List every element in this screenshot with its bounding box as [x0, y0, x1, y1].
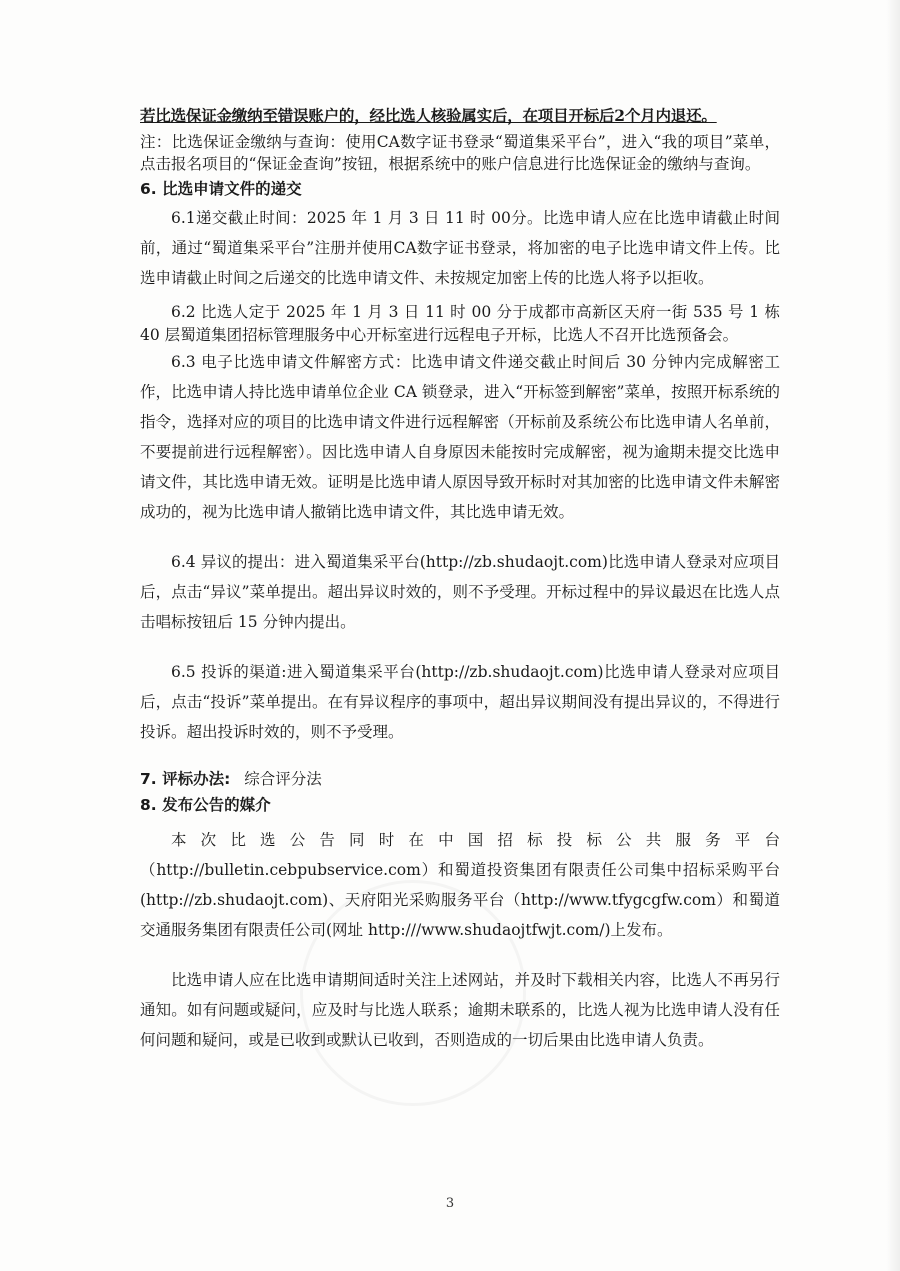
section-6-5-paragraph: 6.5 投诉的渠道:进入蜀道集采平台(http://zb.shudaojt.com)比选申请人登录对应项目后，点击“投诉”菜单提出。在有异议程序的事项中，超出异议期间没有提出异议的，不得进行投诉。超出投诉时效的，则不予受理。: [140, 663, 780, 741]
evaluation-method-value: 综合评分法: [244, 770, 322, 788]
section-8-heading: 8. 发布公告的媒介: [140, 796, 271, 814]
section-7-label: 7. 评标办法:: [140, 770, 231, 788]
refund-notice: 若比选保证金缴纳至错误账户的，经比选人核验属实后，在项目开标后2个月内退还。: [140, 106, 717, 125]
section-6-1-paragraph: 6.1递交截止时间：2025 年 1 月 3 日 11 时 00分。比选申请人应在比选申请截止时间前，通过“蜀道集采平台”注册并使用CA数字证书登录，将加密的电子比选申请文件上传。比选申请截止时间之后递交的比选申请文件、未按规定加密上传的比选人将予以拒收。: [140, 209, 780, 287]
section-6-3-paragraph: 6.3 电子比选申请文件解密方式：比选申请文件递交截止时间后 30 分钟内完成解密工作，比选申请人持比选申请单位企业 CA 锁登录，进入“开标签到解密”菜单，按照开标系统的指令，选择对应的项目的比选申请文件进行远程解密（开标前及系统公布比选申请人名单前，不要提前进行远程解密）。因比选申请人自身原因未能按时完成解密，视为逾期未提交比选申请文件，其比选申请无效。证明是比选申请人原因导致开标时对其加密的比选申请文件未解密成功的，视为比选申请人撤销比选申请文件，其比选申请无效。: [140, 353, 780, 521]
section-8-notice-paragraph: 比选申请人应在比选申请期间适时关注上述网站，并及时下载相关内容，比选人不再另行通知。如有问题或疑问，应及时与比选人联系；逾期未联系的，比选人视为比选申请人没有任何问题和疑问，或是已收到或默认已收到，否则造成的一切后果由比选申请人负责。: [140, 971, 780, 1049]
section-8-media-paragraph: 本次比选公告同时在中国招标投标公共服务平台（http://bulletin.cebpubservice.com）和蜀道投资集团有限责任公司集中招标采购平台(http://zb.shudaojt.com)、天府阳光采购服务平台（http://www.tfygcgfw.com）和蜀道交通服务集团有限责任公司(网址 http:///www.shudaojtfwjt.com/)上发布。: [140, 831, 780, 939]
section-6-4-paragraph: 6.4 异议的提出：进入蜀道集采平台(http://zb.shudaojt.com)比选申请人登录对应项目后，点击“异议”菜单提出。超出异议时效的，则不予受理。开标过程中的异议最迟在比选人点击唱标按钮后 15 分钟内提出。: [140, 553, 780, 631]
section-6-heading: 6. 比选申请文件的递交: [140, 180, 302, 198]
scan-shadow-edge: [886, 0, 900, 1271]
page-number: 3: [445, 1196, 455, 1211]
page-content: [140, 104, 780, 1055]
section-7-heading: [140, 767, 780, 791]
section-6-2-paragraph: 6.2 比选人定于 2025 年 1 月 3 日 11 时 00 分于成都市高新区天府一街 535 号 1 栋 40 层蜀道集团招标管理服务中心开标室进行远程电子开标，比选人不召开比选预备会。: [140, 303, 780, 344]
deposit-note: 注：比选保证金缴纳与查询：使用CA数字证书登录“蜀道集采平台”，进入“我的项目”菜单，点击报名项目的“保证金查询”按钮，根据系统中的账户信息进行比选保证金的缴纳与查询。: [140, 133, 780, 173]
